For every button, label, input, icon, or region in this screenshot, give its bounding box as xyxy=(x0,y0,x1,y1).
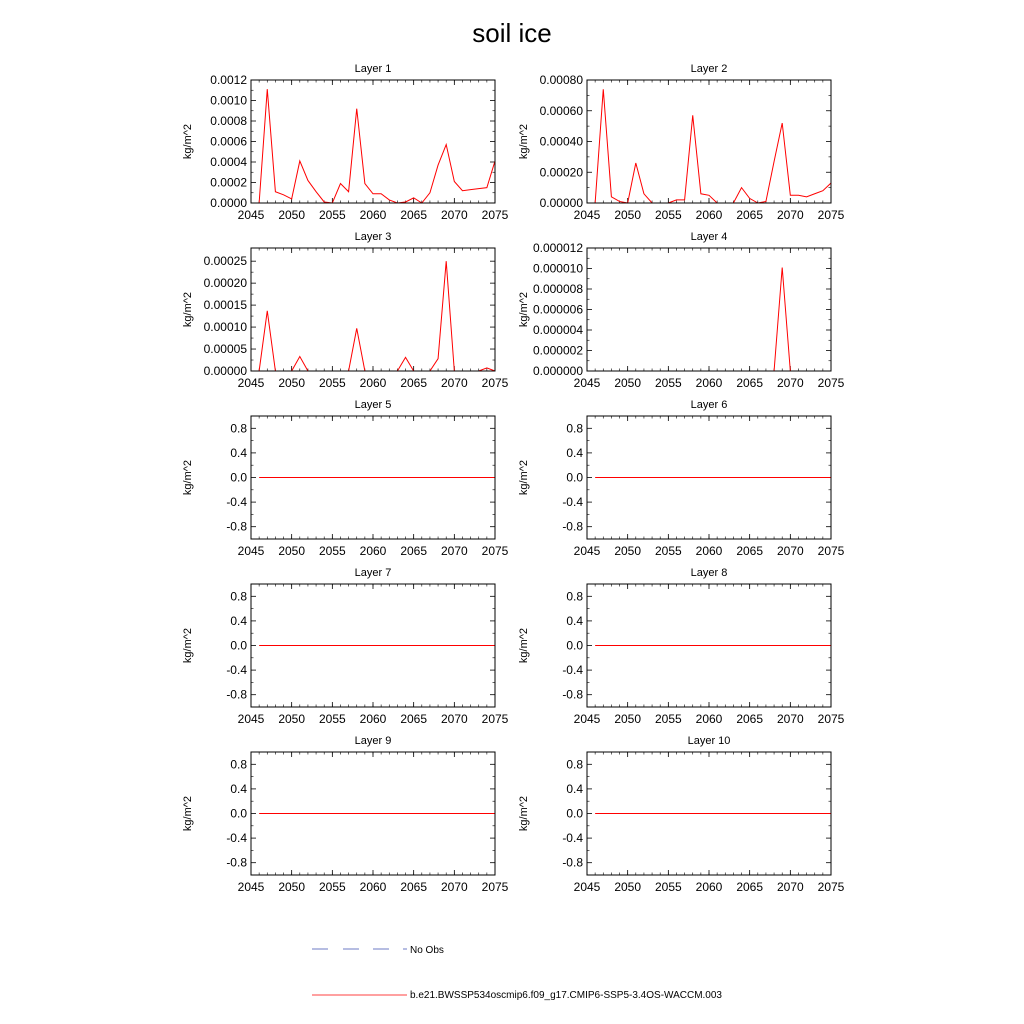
x-tick-label: 2060 xyxy=(695,544,723,558)
y-tick-label: -0.4 xyxy=(562,495,583,510)
y-tick-label: 0.00015 xyxy=(203,298,247,313)
y-tick-label: 0.4 xyxy=(230,613,247,628)
x-tick-label: 2050 xyxy=(614,208,642,222)
y-tick-label: 0.4 xyxy=(566,613,583,628)
y-tick-label: 0.00020 xyxy=(203,276,247,291)
y-tick-label: -0.4 xyxy=(226,663,247,678)
y-axis-label: kg/m^2 xyxy=(182,795,194,832)
y-axis-label: kg/m^2 xyxy=(518,291,530,328)
series-line xyxy=(595,267,831,371)
x-tick-label: 2045 xyxy=(237,712,265,726)
panel-title: Layer 2 xyxy=(690,63,728,75)
x-tick-label: 2060 xyxy=(359,208,387,222)
y-tick-label: 0.0 xyxy=(230,470,247,485)
y-tick-label: -0.8 xyxy=(226,687,247,702)
y-tick-label: 0.0 xyxy=(566,638,583,653)
plot-frame xyxy=(251,80,495,203)
x-tick-label: 2045 xyxy=(237,376,265,390)
x-tick-label: 2065 xyxy=(400,208,428,222)
x-tick-label: 2060 xyxy=(359,376,387,390)
chart-panel xyxy=(518,231,845,390)
x-tick-label: 2070 xyxy=(776,208,804,222)
x-tick-label: 2070 xyxy=(440,544,468,558)
chart-panel xyxy=(182,231,509,390)
plot-frame xyxy=(251,248,495,371)
y-tick-label: 0.0008 xyxy=(210,114,247,128)
x-tick-label: 2065 xyxy=(400,712,428,726)
y-tick-label: 0.0 xyxy=(230,638,247,653)
x-tick-label: 2070 xyxy=(440,376,468,390)
x-tick-label: 2075 xyxy=(817,712,845,726)
y-tick-label: 0.00060 xyxy=(539,103,583,118)
x-tick-label: 2055 xyxy=(654,712,682,726)
plot-frame xyxy=(587,80,831,203)
chart-panel xyxy=(182,567,509,726)
y-tick-label: 0.00010 xyxy=(203,320,247,335)
panel-title: Layer 4 xyxy=(690,231,728,243)
y-tick-label: 0.0012 xyxy=(210,73,247,87)
y-tick-label: 0.8 xyxy=(566,589,583,604)
x-tick-label: 2045 xyxy=(573,208,601,222)
y-tick-label: 0.00040 xyxy=(539,134,583,149)
y-tick-label: 0.000002 xyxy=(532,343,583,358)
x-tick-label: 2060 xyxy=(695,712,723,726)
x-tick-label: 2050 xyxy=(278,544,306,558)
x-tick-label: 2065 xyxy=(736,712,764,726)
y-tick-label: -0.4 xyxy=(562,663,583,678)
y-tick-label: 0.000004 xyxy=(532,323,583,337)
x-tick-label: 2045 xyxy=(237,544,265,558)
x-tick-label: 2075 xyxy=(817,544,845,558)
x-tick-label: 2075 xyxy=(817,376,845,390)
x-tick-label: 2055 xyxy=(654,208,682,222)
x-tick-label: 2050 xyxy=(278,712,306,726)
x-tick-label: 2065 xyxy=(400,880,428,894)
y-tick-label: -0.8 xyxy=(562,519,583,534)
panel-title: Layer 3 xyxy=(354,231,392,243)
x-tick-label: 2075 xyxy=(481,712,509,726)
y-tick-label: 0.8 xyxy=(566,757,583,772)
x-tick-label: 2065 xyxy=(400,376,428,390)
x-tick-label: 2075 xyxy=(481,208,509,222)
chart-panel xyxy=(182,63,509,222)
x-tick-label: 2070 xyxy=(776,880,804,894)
y-tick-label: 0.0 xyxy=(566,806,583,821)
x-tick-label: 2075 xyxy=(817,880,845,894)
x-tick-label: 2045 xyxy=(237,880,265,894)
x-tick-label: 2050 xyxy=(614,544,642,558)
plot-frame xyxy=(587,248,831,371)
y-tick-label: -0.8 xyxy=(562,855,583,870)
series-line xyxy=(259,89,495,203)
x-tick-label: 2050 xyxy=(614,880,642,894)
y-tick-label: 0.0 xyxy=(566,470,583,485)
x-tick-label: 2070 xyxy=(440,712,468,726)
chart-panel xyxy=(518,399,845,558)
y-tick-label: 0.000006 xyxy=(532,302,583,317)
legend xyxy=(312,945,722,1001)
x-tick-label: 2050 xyxy=(278,208,306,222)
chart-panel xyxy=(182,399,509,558)
y-tick-label: -0.4 xyxy=(226,495,247,510)
y-tick-label: 0.0 xyxy=(230,806,247,821)
x-tick-label: 2070 xyxy=(440,880,468,894)
y-tick-label: -0.4 xyxy=(226,831,247,846)
y-tick-label: 0.4 xyxy=(566,445,583,460)
y-axis-label: kg/m^2 xyxy=(182,627,194,664)
x-tick-label: 2070 xyxy=(776,376,804,390)
x-tick-label: 2065 xyxy=(736,376,764,390)
figure-title: soil ice xyxy=(472,18,552,48)
x-tick-label: 2070 xyxy=(776,544,804,558)
y-tick-label: 0.8 xyxy=(230,589,247,604)
y-tick-label: 0.00000 xyxy=(539,196,583,210)
x-tick-label: 2070 xyxy=(776,712,804,726)
y-tick-label: 0.00005 xyxy=(203,342,247,357)
legend-obs-label: No Obs xyxy=(410,945,444,956)
x-tick-label: 2050 xyxy=(278,376,306,390)
y-tick-label: 0.0010 xyxy=(210,93,247,108)
y-tick-label: -0.8 xyxy=(226,855,247,870)
y-axis-label: kg/m^2 xyxy=(518,795,530,832)
y-tick-label: -0.4 xyxy=(562,831,583,846)
panel-title: Layer 6 xyxy=(690,399,728,411)
panel-title: Layer 8 xyxy=(690,567,728,579)
x-tick-label: 2045 xyxy=(573,376,601,390)
y-axis-label: kg/m^2 xyxy=(182,459,194,496)
x-tick-label: 2045 xyxy=(573,880,601,894)
y-tick-label: 0.4 xyxy=(230,445,247,460)
x-tick-label: 2060 xyxy=(359,880,387,894)
x-tick-label: 2075 xyxy=(481,544,509,558)
x-tick-label: 2055 xyxy=(318,880,346,894)
x-tick-label: 2050 xyxy=(614,376,642,390)
y-tick-label: 0.4 xyxy=(566,781,583,796)
y-tick-label: 0.00020 xyxy=(539,165,583,180)
series-line xyxy=(595,89,831,203)
y-tick-label: 0.0000 xyxy=(210,196,247,210)
y-axis-label: kg/m^2 xyxy=(518,627,530,664)
chart-panel xyxy=(518,567,845,726)
x-tick-label: 2055 xyxy=(654,376,682,390)
x-tick-label: 2060 xyxy=(695,208,723,222)
chart-panel xyxy=(182,735,509,894)
panel-title: Layer 10 xyxy=(687,735,731,747)
x-tick-label: 2065 xyxy=(400,544,428,558)
y-axis-label: kg/m^2 xyxy=(182,291,194,328)
y-tick-label: 0.00080 xyxy=(539,73,583,87)
y-tick-label: 0.00000 xyxy=(203,364,247,378)
y-tick-label: 0.8 xyxy=(230,757,247,772)
x-tick-label: 2060 xyxy=(695,880,723,894)
x-tick-label: 2075 xyxy=(817,208,845,222)
x-tick-label: 2050 xyxy=(614,712,642,726)
chart-panel xyxy=(518,735,845,894)
series-line xyxy=(259,261,495,371)
panel-title: Layer 7 xyxy=(354,567,392,579)
x-tick-label: 2055 xyxy=(318,376,346,390)
legend-model-label: b.e21.BWSSP534oscmip6.f09_g17.CMIP6-SSP5-3.4OS-WACCM.003 xyxy=(410,990,722,1001)
x-tick-label: 2055 xyxy=(318,712,346,726)
y-tick-label: 0.000012 xyxy=(532,241,583,255)
y-tick-label: 0.0004 xyxy=(210,155,247,169)
x-tick-label: 2045 xyxy=(573,712,601,726)
y-axis-label: kg/m^2 xyxy=(518,459,530,496)
y-tick-label: 0.8 xyxy=(566,421,583,436)
y-axis-label: kg/m^2 xyxy=(182,123,194,160)
y-tick-label: 0.8 xyxy=(230,421,247,436)
y-tick-label: 0.0002 xyxy=(210,175,247,190)
y-axis-label: kg/m^2 xyxy=(518,123,530,160)
y-tick-label: 0.000008 xyxy=(532,282,583,296)
y-tick-label: -0.8 xyxy=(226,519,247,534)
x-tick-label: 2055 xyxy=(318,544,346,558)
x-tick-label: 2060 xyxy=(695,376,723,390)
x-tick-label: 2060 xyxy=(359,712,387,726)
y-tick-label: 0.000010 xyxy=(532,261,583,276)
x-tick-label: 2075 xyxy=(481,880,509,894)
x-tick-label: 2065 xyxy=(736,544,764,558)
panel-title: Layer 9 xyxy=(354,735,392,747)
y-tick-label: 0.000000 xyxy=(532,364,583,378)
x-tick-label: 2045 xyxy=(237,208,265,222)
y-tick-label: 0.00025 xyxy=(203,254,247,269)
x-tick-label: 2060 xyxy=(359,544,387,558)
panel-title: Layer 5 xyxy=(354,399,392,411)
x-tick-label: 2050 xyxy=(278,880,306,894)
x-tick-label: 2055 xyxy=(318,208,346,222)
x-tick-label: 2065 xyxy=(736,208,764,222)
x-tick-label: 2075 xyxy=(481,376,509,390)
x-tick-label: 2070 xyxy=(440,208,468,222)
x-tick-label: 2065 xyxy=(736,880,764,894)
panel-title: Layer 1 xyxy=(354,63,392,75)
y-tick-label: 0.4 xyxy=(230,781,247,796)
y-tick-label: 0.0006 xyxy=(210,134,247,149)
x-tick-label: 2055 xyxy=(654,544,682,558)
y-tick-label: -0.8 xyxy=(562,687,583,702)
chart-panel xyxy=(518,63,845,222)
panels-container xyxy=(182,63,845,894)
x-tick-label: 2045 xyxy=(573,544,601,558)
x-tick-label: 2055 xyxy=(654,880,682,894)
